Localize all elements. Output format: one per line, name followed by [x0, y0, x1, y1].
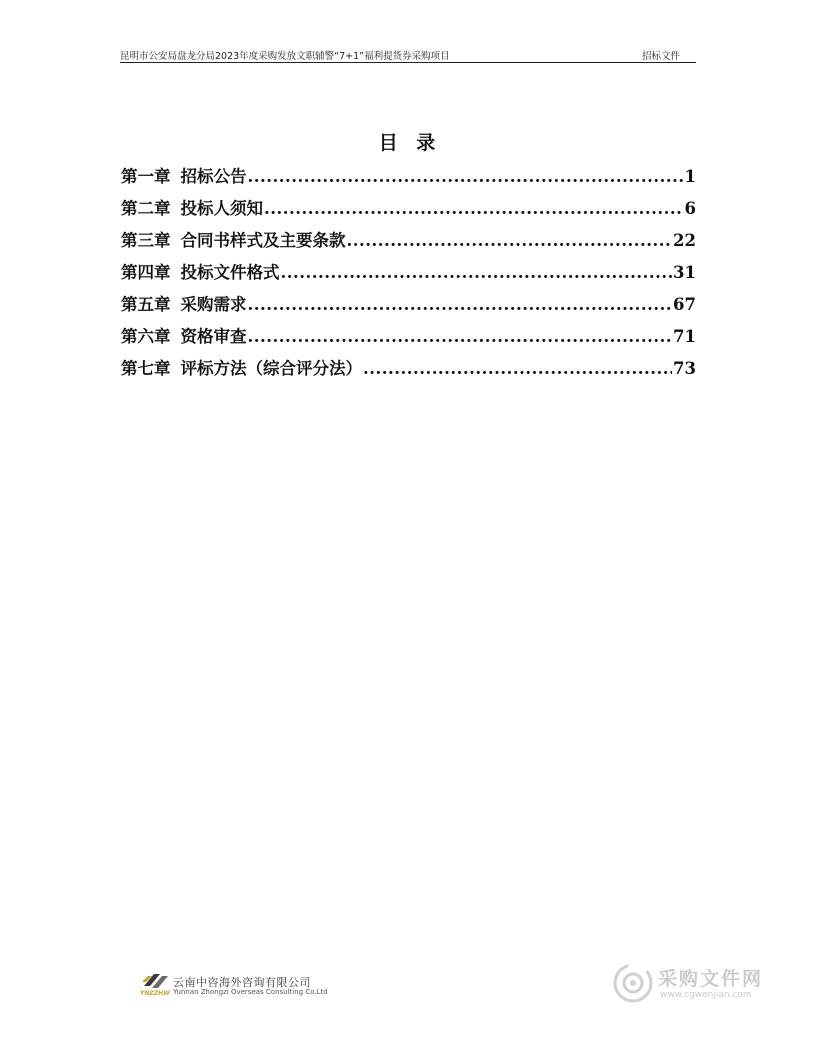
company-abbr: YNZZHW [140, 990, 170, 997]
toc-entry[interactable] [121, 163, 696, 195]
toc-entry[interactable] [121, 227, 696, 259]
table-of-contents [121, 163, 696, 387]
toc-title: 目 录 [378, 132, 442, 154]
toc-page-number: 73 [673, 359, 696, 378]
watermark [612, 960, 782, 1006]
toc-entry-title: 采购需求 [180, 295, 247, 314]
toc-leader-dots [347, 231, 673, 250]
toc-entry-title: 资格审查 [180, 327, 247, 346]
toc-entry-title: 投标人须知 [180, 199, 263, 218]
toc-chapter: 第五章 [121, 295, 171, 314]
watermark-logo-icon [612, 962, 654, 1004]
header-project-title: 昆明市公安局盘龙分局2023年度采购发放文职辅警“7+1”福利提货券采购项目 [120, 51, 450, 62]
toc-entry-title: 投标文件格式 [180, 263, 280, 282]
toc-page-number: 71 [673, 327, 696, 346]
toc-chapter: 第三章 [121, 231, 171, 250]
toc-entry[interactable] [121, 355, 696, 387]
toc-entry[interactable] [121, 259, 696, 291]
toc-chapter: 第六章 [121, 327, 171, 346]
toc-chapter: 第四章 [121, 263, 171, 282]
company-logo-icon [140, 970, 172, 992]
toc-page-number: 22 [673, 231, 696, 250]
toc-chapter: 第七章 [121, 359, 171, 378]
header-doc-type: 招标文件 [641, 51, 680, 62]
toc-leader-dots [248, 295, 673, 314]
toc-leader-dots [248, 167, 684, 186]
toc-leader-dots [363, 359, 672, 378]
toc-entry-title: 评标方法（综合评分法） [180, 359, 362, 378]
company-name-en: Yunnan Zhongzi Overseas Consulting Co.Ltd [173, 988, 328, 996]
page-header [120, 47, 696, 63]
company-logo [140, 970, 360, 1000]
toc-entry[interactable] [121, 323, 696, 355]
toc-entry[interactable] [121, 291, 696, 323]
toc-leader-dots [264, 199, 684, 218]
toc-page-number: 31 [673, 263, 696, 282]
toc-entry-title: 合同书样式及主要条款 [180, 231, 346, 250]
watermark-text: 采购文件网 [658, 968, 764, 990]
toc-leader-dots [248, 327, 673, 346]
toc-page-number: 67 [673, 295, 696, 314]
company-name-cn: 云南中咨海外咨询有限公司 [173, 976, 311, 989]
toc-chapter: 第一章 [121, 167, 171, 186]
toc-page-number: 6 [684, 199, 696, 218]
toc-leader-dots [281, 263, 673, 282]
toc-entry-title: 招标公告 [180, 167, 247, 186]
watermark-url: www.cgwenjian.com [660, 990, 752, 1000]
toc-entry[interactable] [121, 195, 696, 227]
toc-page-number: 1 [684, 167, 696, 186]
toc-chapter: 第二章 [121, 199, 171, 218]
